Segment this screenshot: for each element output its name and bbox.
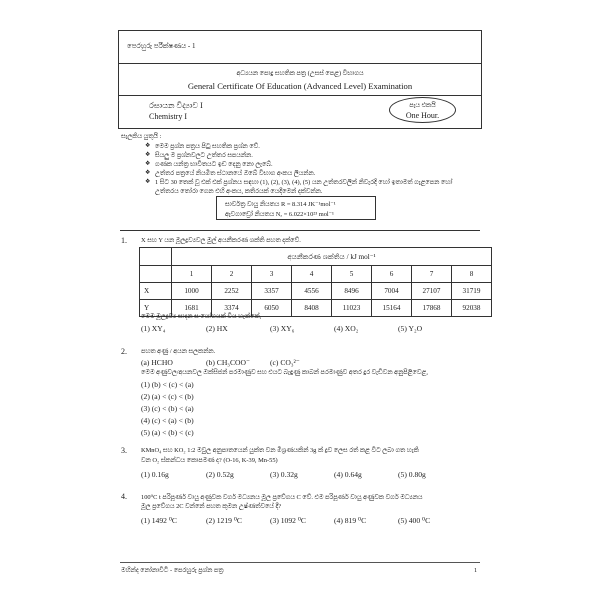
table-header: අයනීකරණ ශක්තිය / kJ mol⁻¹ xyxy=(172,248,492,266)
avogadro-constant: ඇවගාඩ්‍රෝ නියතය Nₐ = 6.022×10²³ mol⁻¹ xyxy=(225,211,334,218)
q3-number: 3. xyxy=(121,446,127,455)
constants-box xyxy=(216,196,376,220)
q3-option[interactable]: (2) 0.52g xyxy=(206,470,234,479)
header-exam-box xyxy=(118,63,482,96)
header-paper-box xyxy=(118,30,482,64)
q4-option[interactable]: (1) 1492 ⁰C xyxy=(141,516,177,525)
row-label: Y xyxy=(140,300,172,317)
instruction-item: ❖ මෙම ප්‍රශ්න පත්‍රය පිටු සහතික ප්‍රශ්න වේ. xyxy=(145,143,260,150)
q1-number: 1. xyxy=(121,236,127,245)
q2-option[interactable]: (4) (c) < (a) < (b) xyxy=(141,416,194,425)
column-header: 3 xyxy=(252,266,292,283)
gas-constant: සාර්වත්‍ර වායු නියතය R = 8.314 JK⁻¹mol⁻¹ xyxy=(225,201,336,208)
column-header: 2 xyxy=(212,266,252,283)
q1-option[interactable]: (2) HX xyxy=(206,324,228,333)
q3-option[interactable]: (5) 0.80g xyxy=(398,470,426,479)
table-cell: 11023 xyxy=(332,300,372,317)
table-cell: 92038 xyxy=(452,300,492,317)
q4-line2: මූල ප්‍රවේගය 2C වන්නේ පහත කුමන උෂ්ණත්වයේ දී? xyxy=(141,503,282,510)
q2-option[interactable]: (3) (c) < (b) < (a) xyxy=(141,404,194,413)
instructions-list xyxy=(145,142,475,196)
q4-line1: 100⁰C t පරිපූර්ණ වායු අණුවක වර්ග මධ්‍යනය මූල ප්‍රවේගය C වේ. එම පරිපූර්ණ වායු අණුවක වර්ග මධ්‍යනය xyxy=(141,494,423,501)
duration-badge xyxy=(389,97,456,123)
subject-sinhala: රසායන විද්‍යාව I xyxy=(149,101,203,110)
q2-question: මෙම අණුවල/අයනවල ඔක්සිජන් පරමාණුව සහ එයට බැඳුණු කාබන් පරමාණුව අතර දුර වැඩිවන අනුපිළිවෙළ, xyxy=(141,369,428,376)
dept-sinhala: අධ්‍යයන පොදු සහතික පත්‍ර (උසස් පෙළ) විභාගය xyxy=(236,70,364,77)
instructions-heading: සැලකිය යුතුයි : xyxy=(121,133,162,140)
instruction-item: ❖ 1 සිට 30 තෙක් වූ එක් එක් ප්‍රශ්නය සඳහා (1), (2), (3), (4), (5) යන උත්තරවලින් නිවැරදි හෝ ඉතාමත් ගැළපෙන හෝ xyxy=(145,179,453,186)
table-cell: 17868 xyxy=(412,300,452,317)
q4-option[interactable]: (3) 1092 ⁰C xyxy=(270,516,306,525)
q2-item: (c) CO₃²⁻ xyxy=(270,358,300,367)
q3-line1: KMnO₄ සහ KO₂ 1:2 මවුල අනුපාතයෙන් යුක්ත වන මිශ්‍රණයකින් 3g ක් ද්‍රව ලෙස රත් කළ විට ලබා ගත හැකි xyxy=(141,447,419,454)
table-cell: 8408 xyxy=(292,300,332,317)
q2-option[interactable]: (1) (b) < (c) < (a) xyxy=(141,380,194,389)
q1-text: X සහ Y යන මූලද්‍රව්‍යවල මුල් අයනීකරණ ශක්ති පහත දක්වේ. xyxy=(141,237,301,244)
table-cell: 3357 xyxy=(252,283,292,300)
diamond-bullet-icon: ❖ xyxy=(145,170,151,176)
column-header: 4 xyxy=(292,266,332,283)
paper-label: පෙරහුරු පරීක්ෂණය - 1 xyxy=(127,42,196,50)
diamond-bullet-icon: ❖ xyxy=(145,161,151,167)
column-header: 5 xyxy=(332,266,372,283)
table-cell: 1681 xyxy=(172,300,212,317)
diamond-bullet-icon: ❖ xyxy=(145,152,151,158)
q1-option[interactable]: (3) XY₆ xyxy=(270,324,295,333)
table-cell: 31719 xyxy=(452,283,492,300)
column-header: 8 xyxy=(452,266,492,283)
q2-number: 2. xyxy=(121,347,127,356)
q3-line2: වන O₂ ස්කන්ධය කොපමණ ද? (O-16, K-39, Mn-55) xyxy=(141,457,278,464)
footer-divider xyxy=(120,562,480,563)
footer-left: මහින්ද නෝනාවිටි - පෙරහුරු ප්‍රශ්න පත්‍ර xyxy=(121,567,224,574)
table-cell: 8496 xyxy=(332,283,372,300)
duration-english: One Hour. xyxy=(405,111,440,120)
section-divider xyxy=(120,230,480,231)
column-header: 6 xyxy=(372,266,412,283)
diamond-bullet-icon: ❖ xyxy=(145,179,151,185)
q4-option[interactable]: (5) 400 ⁰C xyxy=(398,516,431,525)
table-corner-cell xyxy=(140,248,172,266)
instruction-item-continued: උත්තරය තෝරා ගෙන එහි අංකය, කතිරයක් යෙදීමෙන් දක්වන්න. xyxy=(155,188,323,195)
q2-item: (a) HCHO xyxy=(141,358,173,367)
q2-text: පහත අණු / අයන සලකන්න. xyxy=(141,348,216,355)
exam-title: General Certificate Of Education (Advanced Level) Examination xyxy=(187,81,413,91)
q1-option[interactable]: (4) XO₂ xyxy=(334,324,359,333)
q2-option[interactable]: (2) (a) < (c) < (b) xyxy=(141,392,194,401)
diamond-bullet-icon: ❖ xyxy=(145,143,151,149)
q4-option[interactable]: (4) 819 ⁰C xyxy=(334,516,367,525)
subject-english: Chemistry I xyxy=(149,112,187,121)
table-cell: 15164 xyxy=(372,300,412,317)
q4-option[interactable]: (2) 1219 ⁰C xyxy=(206,516,242,525)
table-cell: 27107 xyxy=(412,283,452,300)
instruction-item: ❖ උත්තර පත්‍රයේ නියමිත ස්ථානයේ ඔබේ විභාග අංකය ලියන්න. xyxy=(145,170,316,177)
table-cell: 7004 xyxy=(372,283,412,300)
q2-item: (b) CH₃COO⁻ xyxy=(206,358,250,367)
table-cell: 3374 xyxy=(212,300,252,317)
q1-question: මෙම මූලද්‍රව්‍ය සාදන සංයෝගයක් විය හැක්කේ, xyxy=(141,313,262,320)
instruction-item: ❖ ගණක යන්ත්‍ර භාවිතයට ඉඩ දෙනු නො ලැබේ. xyxy=(145,161,273,168)
instruction-item: ❖ සියලු ම ප්‍රශ්නවලට උත්තර සපයන්න. xyxy=(145,152,253,159)
q1-option[interactable]: (1) XY₄ xyxy=(141,324,166,333)
column-header: 7 xyxy=(412,266,452,283)
q1-option[interactable]: (5) Y₂O xyxy=(398,324,423,333)
page-number: 1 xyxy=(474,567,478,574)
table-row xyxy=(140,283,492,300)
table-cell: 4556 xyxy=(292,283,332,300)
table-cell: 6050 xyxy=(252,300,292,317)
q3-option[interactable]: (1) 0.16g xyxy=(141,470,169,479)
ionization-energy-table xyxy=(139,247,492,317)
table-cell: 2252 xyxy=(212,283,252,300)
column-header: 1 xyxy=(172,266,212,283)
table-cell: 1000 xyxy=(172,283,212,300)
duration-sinhala: පැය එකයි xyxy=(409,102,436,109)
q3-option[interactable]: (4) 0.64g xyxy=(334,470,362,479)
row-label: X xyxy=(140,283,172,300)
q2-option[interactable]: (5) (a) < (b) < (c) xyxy=(141,428,194,437)
q3-option[interactable]: (3) 0.32g xyxy=(270,470,298,479)
table-corner-cell xyxy=(140,266,172,283)
q4-number: 4. xyxy=(121,492,127,501)
